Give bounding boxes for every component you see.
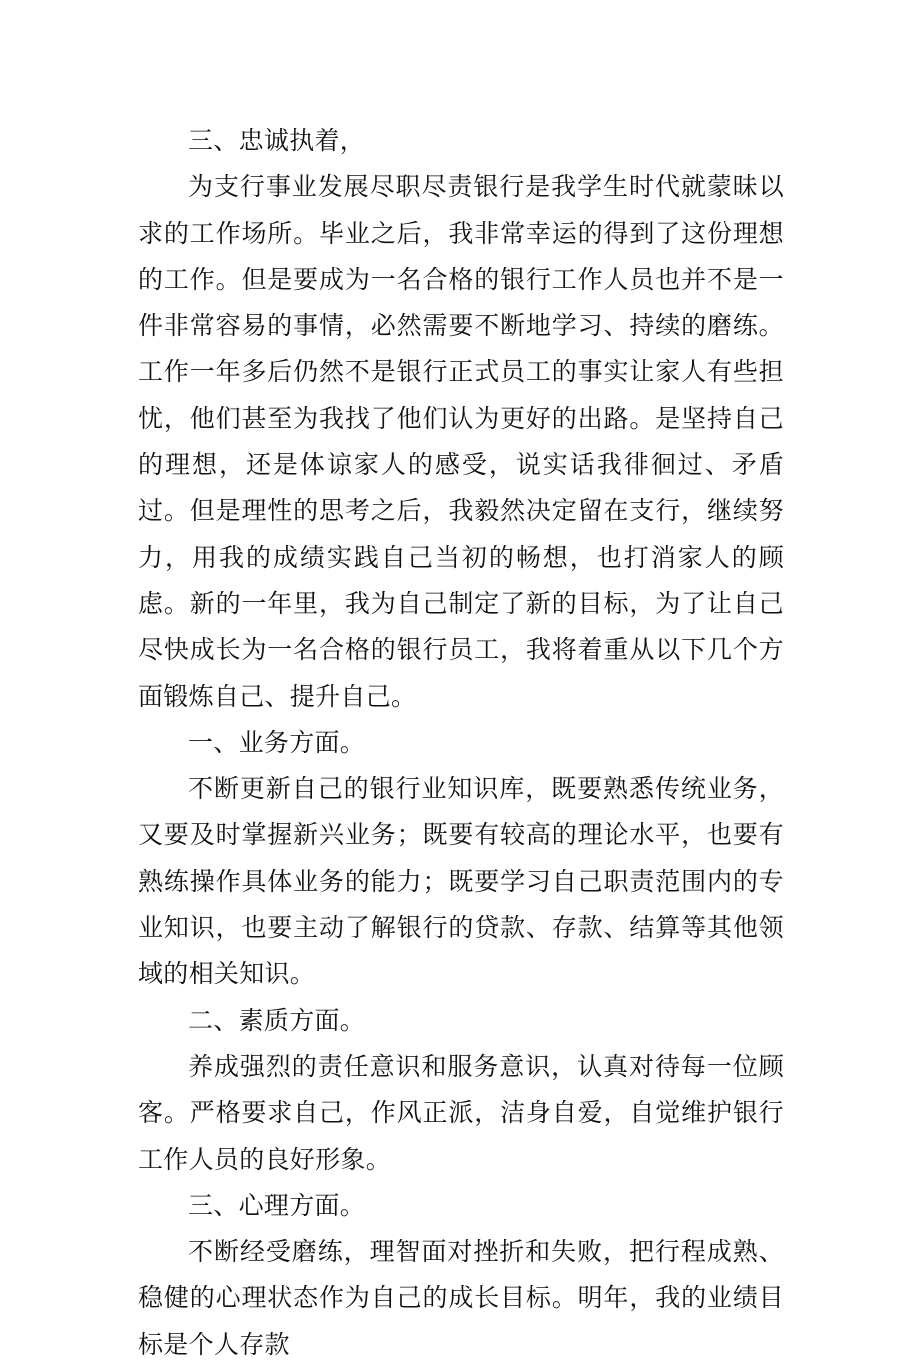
section-heading-business: 一、业务方面。 (188, 727, 366, 757)
section-heading-loyalty: 三、忠诚执着， (188, 126, 366, 155)
section-heading-quality: 二、素质方面。 (188, 1005, 366, 1035)
document-body (138, 118, 784, 1368)
section-heading-psychology: 三、心理方面。 (188, 1190, 366, 1220)
paragraph-psychology: 不断经受磨练，理智面对挫折和失败，把行程成熟、稳健的心理状态作为自己的成长目标。明年，我的业绩目标是个人存款 (138, 1237, 784, 1359)
paragraph-career-goal: 为支行事业发展尽职尽责银行是我学生时代就蒙昧以求的工作场所。毕业之后，我非常幸运的得到了这份理想的工作。但是要成为一名合格的银行工作人员也并不是一件非常容易的事情，必然需要不断地学习、持续的磨练。工作一年多后仍然不是银行正式员工的事实让家人有些担忧，他们甚至为我找了他们认为更好的出路。是坚持自己的理想，还是体谅家人的感受，说实话我徘徊过、矛盾过。但是理性的思考之后，我毅然决定留在支行，继续努力，用我的成绩实践自己当初的畅想，也打消家人的顾虑。新的一年里，我为自己制定了新的目标，为了让自己尽快成长为一名合格的银行员工，我将着重从以下几个方面锻炼自己、提升自己。 (138, 172, 784, 711)
paragraph-business: 不断更新自己的银行业知识库，既要熟悉传统业务，又要及时掌握新兴业务；既要有较高的理论水平，也要有熟练操作具体业务的能力；既要学习自己职责范围内的专业知识，也要主动了解银行的贷款、存款、结算等其他领域的相关知识。 (138, 774, 784, 989)
paragraph-quality: 养成强烈的责任意识和服务意识，认真对待每一位顾客。严格要求自己，作风正派，洁身自爱，自觉维护银行工作人员的良好形象。 (138, 1051, 784, 1174)
